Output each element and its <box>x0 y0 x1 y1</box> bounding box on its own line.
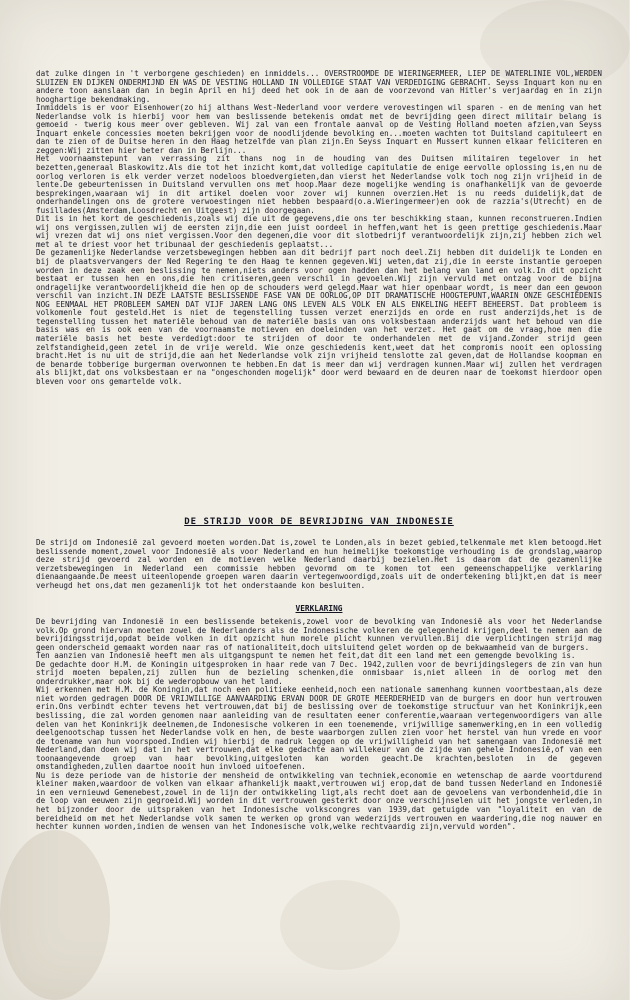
section-heading: DE STRIJD VOOR DE BEVRIJDING VAN INDONESIE <box>184 517 454 527</box>
body-text-indonesia: De strijd om Indonesië zal gevoerd moeten worden.Dat is,zowel te Londen,als in bezet gebied,telkenmale met klem betoogd.Het beslissende moment,zowel voor Indonesië als voor Nederland en hun heimelijke toekomstige verhouding is de grondslag,waarop deze strijd gevoerd zal worden en de motieven welke Nederland daarbij bezielen.Het is daarom dat de gezamenlijke verzetsbewegingen in Nederland een commissie hebben gevormd om te komen tot een gemeenschappelijke verklaring dienaangaande.De meest uiteenlopende groepen waren daarin vertegenwoordigd,zoals uit de ondertekening blijkt,en dat is meer verheugd het ons,dat men gezamenlijk tot het onderstaande kon besluiten. <box>36 538 607 590</box>
declaration-heading: VERKLARING <box>295 604 343 613</box>
body-text-declaration: De bevrijding van Indonesië in een beslissende betekenis,zowel voor de bevolking van Indonesië als voor het Nederlandse volk.Op grond hiervan moeten zowel de Nederlanders als de Indonesische volkeren de gelegenheid krijgen,deel te nemen aan de bevrijdingsstrijd,opdat beide volken in dit opzicht hun morele plicht kunnen vervullen.Bij die verplichtingen strijd mag geen onderscheid gemaakt worden naar ras of nationaliteit,doch uitsluitend gelet worden op de bekwaamheid van de burgers. Ten aanzien van Indonesië heeft men als uitgangspunt te nemen het feit,dat dit een land met een gemengde bevolking is. De gedachte door H.M. de Koningin uitgesproken in haar rede van 7 Dec. 1942,zullen voor de bevrijdingslegers de zin van hun strijd moeten bepalen,zij zullen hun de bezieling schenken,die onmisbaar is,niet alleen in de oorlog met den onderdrukker,maar ook bij de wederopbouw van het land. Wij erkennen met H.M. de Koningin,dat noch een politieke eenheid,noch een nationale samenhang kunnen voortbestaan,als deze niet worden gedragen DOOR DE VRIJWILLIGE AANVAARDING ERVAN DOOR DE GROTE MEERDERHEID van de burgers en door hun vertrouwen erin.Ons verbindt echter tevens het vertrouwen,dat bij de beslissing over de toekomstige structuur van het Koninkrijk,een beslissing, die zal worden genomen naar aanleiding van de resultaten eener conferentie,waaraan vertegenwoordigers van alle delen van het Koninkrijk deelnemen,de Indonesische volkeren in een toenemende, vrijwillige samenwerking,en in een volledig deelgenootschap tussen het Nederlandse volk en hen, de beste waarborgen zullen zien voor het herstel van hun vrede en voor de toename van hun voorspoed.Indien wij hierbij de nadruk leggen op de vrijwilligheid van het samengaan van Indonesië met Nederland,dan doen wij dat in het vertrouwen,dat elke gedachte aan willekeur van de zijde van gehele Indonesië,of van een toonaangevende groep van haar bevolking,uitgesloten kan worden geacht.De krachten,besloten in de gegeven omstandigheden,zullen daartoe nooit hun invloed uitoefenen. Nu is deze periode van de historie der mensheid de ontwikkeling van techniek,economie en wetenschap de aarde voortdurend kleiner maken,waardoor de volken van elkaar afhankelijk maakt,vertrouwen wij erop,dat de band tussen Nederland en Indonesië in een vernieuwd Gemenebest,zowel in de lijn der ontwikkeling ligt,als recht doet aan de gevoelens van verbondenheid,die in de loop van eeuwen zijn gegroeid.Wij worden in dit vertrouwen gesterkt door onze verschijnselen uit het jongste verleden,in het bijzonder door de uitspraken van het Indonesische volkscongres van 1939,dat getuigde van "loyaliteit en van de bereidheid om met het Nederlandse volk samen te werken op grond van wederzijds vertrouwen en waardering,die nog nauwer en hechter kunnen worden,indien de wensen van het Indonesische volk,welke rechtvaardig zijn,vervuld worden". <box>36 617 602 832</box>
body-text-top: dat zulke dingen in 't verborgene geschieden) en inmiddels... OVERSTROOMDE DE WIERINGERMEER, LIEP DE WATERLINIE VOL,WERDEN SLUIZEN EN DIJKEN ONDERMIJND EN WAS DE VESTING HOLLAND IN VOLLEDIGE STAAT VAN VERDEDIGING GEBRACHT. Seyss Inquart kon nu en andere toon aanslaan dan in begin April en hij deed het ook in de aan de voorzevond van Hitler's verjaardag en in zijn hooghartige bekendmaking. Inmiddels is er voor Eisenhower(zo hij althans West-Nederland voor verdere verovestingen wil sparen - en de mening van het Nederlandse volk is hierbij voor hem van beslissende betekenis omdat met de bevrijding geen direct militair belang is gemoeid - twerig kous meer over gebleven. Wij zal van een frontale aanval op de Vesting Holland moeten afzien,van Seyss Inquart enkele concessies moeten bekrijgen voor de noodlijdende bevolking en...moeten wachten tot Duitsland capituleert en dan te zien of de Duitse heren in den Haag hetzelfde van plan zijn.En Seyss Inquart en Mussert kunnen elkaar feliciteren en zeggen:Wij zitten hier beter dan in Berlijn... Het voornaamstepunt van verrassing zit thans nog in de houding van des Duitsen militairen tegelover in het bezetten,generaal Blaskowitz.Als die tot het inzicht komt,dat volledige capitulatie de enige eervolle oplossing is,en nu de oorlog verloren is elk verder verzet nodeloos bloedvergieten,dan vierst het Nederlandse volk toch nog zijn vrijheid in de lente.De gebeurtenissen in Duitsland vervullen ons met hoop.Maar deze mogelijke wending is onafhankelijk van de gevoerde besprekingen,waaraan wij in dit artikel doelen voor zover wij kunnen overzien.Het is nu reeds duidelijk,dat de onderhandelingen ons de grotere verwoestingen niet hebben bespaard(o.a.Wieringermeer)en ook de razzia's(Utrecht) en de fusillades(Amsterdam,Loosdrecht en Uitgeest) zijn doorgegaan. Dit is in het kort de geschiedenis,zoals wij die uit de gegevens,die ons ter beschikking staan, kunnen reconstrueren.Indien wij ons vergissen,zullen wij de eersten zijn,die een juist oordeel in heffen,want het is geen prettige geschiedenis.Maar wij vrezen dat wij ons niet vergissen.Voor den degenen,die voor dit slotbedrijf verantwoordelijk zijn,zij hebben zich wel met al te driest voor het tribunaal der geschiedenis geplaatst... De gezamenlijke Nederlandse verzetsbewegingen hebben aan dit bedrijf part noch deel.Zij hebben dit duidelijk te Londen en bij de plaatsvervangers der Ned Regering te den Haag te kennen gegeven.Wij weten,dat zij,die in eerste instantie geroepen worden in deze zaak een beslissing te nemen,niets anders voor ogen hadden dan het belang van land en volk.In dit opzicht bestaat er tussen hen en ons,die hen critiseren,geen verschil in gevoelen.Wij zijn vervuld met ontzag voor de bijna ondragelijke verantwoordelijkheid die hen op de schouders werd gelegd.Maar wat hier openbaar wordt, is meer dan een gewoon verschil van inzicht.IN DEZE LAATSTE BESLISSENDE FASE VAN DE OORLOG,OP DIT DRAMATISCHE HOOGTEPUNT,WAARIN ONZE GESCHIEDENIS NOG EENMAAL HET PROBLEEM SAMEN DAT VIJF JAREN LANG ONS LEVEN ALS VOLK EN ALS ENKELING HEEFT BEHEERST. Dat probleem is volkomenle fout gesteld.Het is niet de tegenstelling tussen verzet enerzijds en orde en rust anderzijds,het is de tegenstelling tussen het materiële behoud van de materiële basis van ons volksbestaan anderzijds want het behoud van die basis was en is ook een van de voornaamste motieven en doeleinden van het verzet. Het gaat om de vraag,hoe men die materiële basis het beste verdedigt:door te strijden of door te onderhandelen met de vijand.Zonder strijd geen zelfstandigheid,geen zetel in de vrije wereld. Wie onze geschiedenis kent,weet dat het compromis nooit een oplossing bracht.Het is nu uit de strijd,die aan het Nederlandse volk zijn vrijheid tenslotte zal geven,dat de Hollandse koopman en de benarde tobberige burgerman overwonnen te hebben.En dat is meer dan wij verdragen kunnen.Maar wij zullen het verdragen als blijkt,dat ons volksbestaan er na "ongeschonden mogelijk" door werd bewaard en de deuren naar de toekomst hierdoor open bleven voor ons gemartelde volk. <box>36 69 602 386</box>
